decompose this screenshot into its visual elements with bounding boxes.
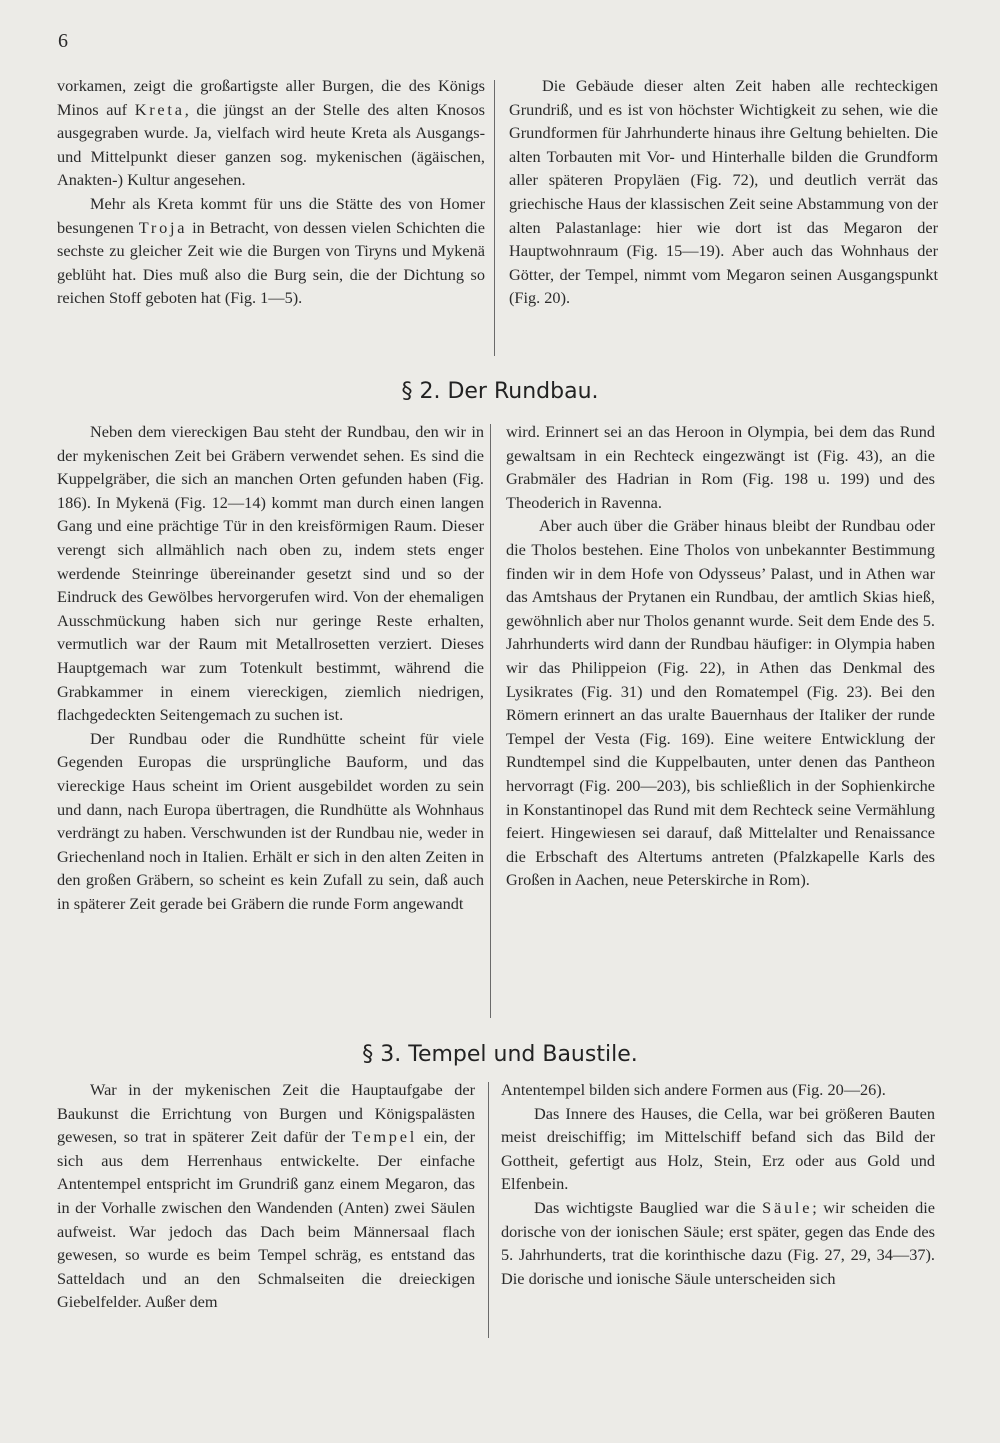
paragraph [57,74,485,192]
text-run: Das Innere des Hauses, die Cella, war bei größeren Bauten meist dreischiffig; im Mittelschiff befand sich das Bild der Gottheit, gefertigt aus Holz, Stein, Erz oder aus Gold und Elfenbein. [501,1103,935,1194]
paragraph [501,1196,935,1290]
section3-left-column [57,1078,475,1314]
emphasized-term: Tempel [351,1127,418,1147]
emphasized-term: Säule [762,1197,813,1217]
column-divider [488,1082,489,1338]
text-run: Aber auch über die Gräber hinaus bleibt der Rundbau oder die Tholos bestehen. Eine Tholos von unbekannter Bestimmung finden wir in dem Hofe von Odysseus’ Palast, und in Athen war das Amtshaus der Prytanen ein Rundbau, der amtlich Skias hieß, gewöhnlich aber nur Tholos genannt wurde. Seit dem Ende des 5. Jahrhunderts wird dann der Rundbau häufiger: in Olympia haben wir das Philippeion (Fig. 22), in Athen das Denkmal des Lysikrates (Fig. 31) und den Romatempel (Fig. 23). Bei den Römern erinnert an das uralte Bauernhaus der Italiker der runde Tempel der Vesta (Fig. 169). Eine weitere Entwicklung der Rundtempel sind die Kuppelbauten, unter denen das Pantheon hervorragt (Fig. 200—203), bis schließlich in der Sophienkirche in Konstantinopel das Rund mit dem Rechteck seine Vermählung feiert. Hingewiesen sei darauf, daß Mittelalter und Renaissance die Erbschaft des Altertums antreten (Pfalzkapelle Karls des Großen in Aachen, neue Peterskirche in Rom). [506,516,935,890]
text-run: ; wir scheiden die dorische von der ionischen Säule; erst später, gegen das Ende des 5. Jahrhunderts, trat die korinthische dazu (Fig. 27, 29, 34—37). Die dorische und ionische Säule unterscheiden sich [501,1197,935,1288]
paragraph [509,74,938,310]
text-run: War in der mykenischen Zeit die Hauptaufgabe der Baukunst die Errichtung von Burgen und Königspalästen gewesen, so trat in späterer Zeit dafür der [57,1080,475,1147]
text-run: Antentempel bilden sich andere Formen aus (Fig. 20—26). [501,1080,886,1099]
paragraph [501,1078,935,1102]
column-divider [490,424,491,1018]
text-run: Die Gebäude dieser alten Zeit haben alle rechteckigen Grundriß, und es ist von höchster Wichtigkeit zu sehen, wie die Grundformen für Jahrhunderte hinaus ihre Geltung behielten. Die alten Torbauten mit Vor- und Hinterhalle bilden die Grundform aller späteren Propyläen (Fig. 72), und deutlich verrät das griechische Haus der klassischen Zeit seine Abstammung von der alten Palastanlage: hier wie dort ist das Megaron der Hauptwohnraum (Fig. 15—19). Aber auch das Wohnhaus der Götter, der Tempel, nimmt vom Megaron seinen Ausgangspunkt (Fig. 20). [509,76,938,308]
paragraph [506,420,935,514]
emphasized-term: Troja [138,217,188,237]
section-heading-tempel: § 3. Tempel und Baustile. [362,1042,638,1067]
text-run: Der Rundbau oder die Rundhütte scheint für viele Gegenden Europas die ursprüngliche Bauform, und das viereckige Haus scheint im Orient ausgebildet worden zu sein und dann, nach Europa übertragen, die Rundhütte als Wohnhaus verdrängt zu haben. Verschwunden ist der Rundbau nie, weder in Griechenland noch in Italien. Erhält er sich in den alten Zeiten in den großen Gräbern, so scheint es kein Zufall zu sein, daß auch in späterer Zeit gerade bei Gräbern die runde Form angewandt [57,728,484,913]
emphasized-term: Kreta [134,99,185,119]
top-right-column [509,74,938,310]
text-run: in Betracht, von dessen vielen Schichten die sechste zu gleicher Zeit wie die Burgen von Tiryns und Mykenä geblüht hat. Dies muß also die Burg sein, die der Dichtung so reichen Stoff geboten hat (Fig. 1—5). [57,217,485,308]
paragraph [57,727,484,916]
text-run: wird. Erinnert sei an das Heroon in Olympia, bei dem das Rund gewaltsam in ein Rechteck eingezwängt ist (Fig. 43), an die Grabmäler des Hadrian in Rom (Fig. 198 u. 199) und des Theoderich in Ravenna. [506,422,935,512]
column-divider [494,80,495,356]
text-run: Neben dem viereckigen Bau steht der Rundbau, den wir in der mykenischen Zeit bei Gräbern verwendet sehen. Es sind die Kuppelgräber, die sich an manchen Orten gefunden haben (Fig. 186). In Mykenä (Fig. 12—14) kommt man durch einen langen Gang und eine prächtige Tür in den kreisförmigen Raum. Dieser verengt sich allmählich nach oben zu, indem stets enger werdende Steinringe übereinander gesetzt sind und so der Eindruck des Gewölbes hervorgerufen wird. Von der ehemaligen Ausschmückung haben sich nur geringe Reste erhalten, vermutlich war der Raum mit Metallrosetten verziert. Dieses Hauptgemach war zum Totenkult bestimmt, während die Grabkammer in einem viereckigen, ziemlich niedrigen, flachgedeckten Seitengemach zu suchen ist. [57,422,484,725]
text-run: Das wichtigste Bauglied war die [534,1197,763,1217]
paragraph [57,192,485,310]
text-run: ein, der sich aus dem Herrenhaus entwickelte. Der einfache Antentempel entspricht im Grundriß ganz einem Megaron, das in der Vorhalle zwischen den Wandenden (Anten) zwei Säulen aufweist. War jedoch das Dach beim Männersaal flach gewesen, so wurde es beim Tempel schräg, es entstand das Satteldach und an den Schmalseiten die dreieckigen Giebelfelder. Außer dem [57,1127,476,1312]
text-run: vorkamen, zeigt die großartigste aller Burgen, die des Königs Minos auf [57,76,485,119]
page-number: 6 [58,30,68,52]
text-run: Mehr als Kreta kommt für uns die Stätte des von Homer besungenen [57,193,485,237]
text-run: , die jüngst an der Stelle des alten Knosos ausgegraben wurde. Ja, vielfach wird heute Kreta als Ausgangs- und Mittelpunkt dieser ganzen sog. mykenischen (ägäischen, Anakten-) Kultur angesehen. [57,99,485,190]
paragraph [506,514,935,892]
section2-left-column [57,420,484,915]
section-heading-rundbau: § 2. Der Rundbau. [401,379,599,404]
top-left-column [57,74,485,310]
paragraph [57,1078,475,1314]
section2-right-column [506,420,935,892]
section3-right-column [501,1078,935,1290]
paragraph [501,1102,935,1196]
paragraph [57,420,484,727]
